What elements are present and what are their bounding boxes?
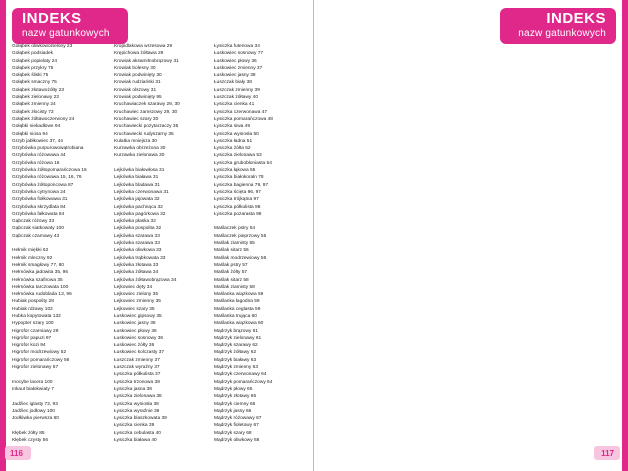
index-entry: Hełmówka jadowita 35, 96 (12, 270, 68, 276)
index-entry: Gołąbek złocisty 73 (12, 109, 54, 115)
index-column-1 (12, 43, 108, 443)
index-entry: Hełmik miękki 62 (12, 248, 49, 254)
index-entry: Maślak ziarnisty 58 (214, 284, 255, 290)
index-entry: Łuszczak wyraźny 37 (114, 365, 160, 371)
index-entry (114, 160, 210, 167)
index-entry: Maślak pstry 57 (214, 262, 248, 268)
index-entry: Jadźiec jodłowy 100 (12, 408, 55, 414)
index-entry: Łysiczka pozarasta 98 (214, 211, 262, 217)
index-entry: Lejkówka pachnąca 32 (114, 204, 163, 210)
index-entry: Łuskowiec płowy 36 (214, 58, 257, 64)
index-entry: Mądrzyk pomarańczowy 64 (214, 379, 273, 385)
index-entry: Łysiczka zielonawa 38 (114, 394, 162, 400)
index-entry: Mądrzyk czerwonawy 64 (214, 372, 267, 378)
index-entry: Krowiak podwinięty 30 (114, 73, 162, 79)
index-entry: Hełmik smagłowy 77, 80 (12, 262, 64, 268)
index-entry: Łysiczka łąkowa 55 (214, 168, 256, 174)
index-entry: Mądrzyk ciemny 66 (214, 401, 256, 407)
index-entry: Mądrzyk zmienny 63 (214, 365, 258, 371)
index-entry: Krowiak bolesny 30 (114, 65, 156, 71)
right-page-number: 117 (601, 449, 614, 458)
index-entry: Łysiczka siwa 49 (214, 124, 250, 130)
index-entry: Gołąbek zmienny 24 (12, 102, 56, 108)
index-entry: Łuskowiec gipsowy 35 (114, 313, 162, 319)
index-entry: Maślanka łagodna 59 (214, 299, 260, 305)
index-entry: Gąbczak czarnawy 43 (12, 233, 60, 239)
index-entry: Grzybówka fałkowata 84 (12, 211, 65, 217)
left-page-number: 116 (10, 449, 23, 458)
index-entry: Maślak żółty 57 (214, 270, 248, 276)
index-entry: Higrofor kozi 94 (12, 343, 46, 349)
index-entry: Łysiczka wyniosła 38 (114, 401, 159, 407)
index-column-2 (114, 43, 210, 443)
index-entry: Maślanka wiązkowa 59 (214, 292, 264, 298)
index-entry: Mądrzyk różowawy 67 (214, 416, 262, 422)
index-entry: Mądrzyk fioletowy 67 (214, 423, 259, 429)
index-entry: Higrofor pomarańczowy 56 (12, 357, 70, 363)
index-entry (12, 240, 108, 247)
index-entry: Maślanka trująca 60 (214, 313, 257, 319)
index-entry: Maślaczek pieprzowy 55 (214, 233, 267, 239)
index-entry: Kłębek czysty 56 (12, 438, 48, 443)
index-entry (12, 393, 108, 400)
index-entry: Krowiak podwinięty 95 (114, 95, 162, 101)
index-entry: Jodłówka pierwsza 60 (12, 416, 59, 422)
index-entry: Łuskowiec jasny 38 (214, 73, 256, 79)
index-entry: Lejkówka płaska 32 (114, 219, 156, 225)
index-entry: Łysiczka cienka 41 (214, 102, 255, 108)
index-entry: Hubiak pospolity 28 (12, 299, 54, 305)
index-entry: Hypopter szary 100 (12, 321, 54, 327)
index-entry: Łysiczka półkulista 37 (114, 372, 161, 378)
index-entry: Kłębek żółty 85 (12, 430, 45, 436)
index-entry: Krowiak rudziański 31 (114, 80, 161, 86)
left-header-title: INDEKS (22, 10, 82, 27)
index-entry: Lejkowiec zmienny 35 (114, 299, 161, 305)
left-header (12, 8, 128, 44)
index-entry: Łysiczka cebulasta 40 (114, 430, 161, 436)
left-page-stripe (0, 0, 6, 471)
index-entry: Lejkowiec szary 35 (114, 306, 155, 312)
index-entry (214, 218, 310, 225)
index-entry: Łysiczka jasna 38 (114, 386, 152, 392)
index-entry: Lejkówka pagórkowa 32 (114, 211, 166, 217)
index-entry: Łysiczka trzonowa 38 (114, 379, 160, 385)
index-entry: Łysiczka zielonawa 53 (214, 153, 262, 159)
index-entry: Lejkówka szarawa 33 (114, 233, 160, 239)
index-entry: Gołąbki niosa 94 (12, 131, 48, 137)
index-entry: Grzybówka żółtoponcowa 87 (12, 182, 74, 188)
index-entry: Łysiczka grubobłoniasta 54 (214, 160, 272, 166)
index-entry: Łysiczka czerwonawa 47 (214, 109, 268, 115)
index-entry: Łysiczka cienka 39 (114, 423, 155, 429)
index-entry: Maślanka ceglasta 59 (214, 306, 261, 312)
index-entry: Lejkówka szarawa 33 (114, 241, 160, 247)
index-entry: Higrofor czarniawy 29 (12, 328, 59, 334)
index-entry: Łysiczka pomarańczowa 48 (214, 116, 273, 122)
index-entry: Lejkówka czerwonawa 31 (114, 189, 169, 195)
index-entry: Krępichowa żółtawa 29 (114, 51, 164, 57)
index-entry: Grzybówka różowawa 15, 16, 76 (12, 175, 82, 181)
index-entry: Grzybówka purpurowowątrobiana (12, 146, 84, 152)
index-entry: Łysiczka wyraźnie 39 (114, 408, 160, 414)
index-entry: Lejkówka oliwkowa 33 (114, 248, 162, 254)
index-entry: Krowiak aksamitnobrązowy 31 (114, 58, 179, 64)
index-entry: Inkaut białokwiaty 7 (12, 386, 54, 392)
index-entry: Grzybówka fiołkowawa 31 (12, 197, 68, 203)
index-entry: Maślak sitarz 58 (214, 277, 249, 283)
index-entry: Maślak ziarnisty 55 (214, 241, 255, 247)
right-header-title: INDEKS (546, 10, 606, 27)
index-entry: Kruchawiecki pozytarzaczy 35 (114, 124, 179, 130)
index-entry: Łysiczka ładna 51 (214, 138, 253, 144)
index-entry: Łysiczka trójkątna 97 (214, 197, 259, 203)
index-entry: Mądrzyk szary 68 (214, 430, 252, 436)
index-entry: Gąbczak siatkowaty 100 (12, 226, 64, 232)
index-entry: Hełmówka szafirowa 35 (12, 277, 63, 283)
index-entry: Lejkówka żółtawobrązowa 34 (114, 277, 177, 283)
left-header-subtitle: nazw gatunkowych (22, 28, 110, 39)
index-entry: Mądrzyk jasny 66 (214, 408, 252, 414)
index-entry: Lejkówka białowłosa 31 (114, 168, 165, 174)
index-entry: Lejkówka bladawa 31 (114, 182, 160, 188)
index-entry: Łuskowiec jasny 36 (114, 321, 156, 327)
index-entry: Mądrzyk szarawy 62 (214, 343, 258, 349)
index-entry: Jadźiec iglasty 72, 93 (12, 401, 58, 407)
index-entry: Kropidlakowa wrzesowa 29 (114, 44, 173, 49)
index-entry: Lejkówka biaława 31 (114, 175, 159, 181)
index-entry: Łuszczak biały 38 (214, 80, 252, 86)
index-entry: Hełmik mleczny 92 (12, 255, 53, 261)
index-entry: Łysiczka białokoraln 78 (214, 175, 264, 181)
index-entry: Gołąbek przykry 75 (12, 65, 54, 71)
index-entry: Hubiak rdzawy 102 (12, 306, 53, 312)
index-entry: Łuskowiec żółty 36 (114, 343, 155, 349)
index-entry: Łysiczka biaława 40 (114, 438, 157, 443)
index-entry: Łuskowiec zmienny 37 (214, 65, 263, 71)
index-entry: Gołąbek podsiadek (12, 51, 54, 57)
index-entry: Higrofor modrzewiowy 52 (12, 350, 67, 356)
index-entry: Mądrzyk płowy 65 (214, 386, 253, 392)
right-page (314, 0, 628, 471)
index-entry: Lejkowiec zielony 35 (114, 292, 158, 298)
index-entry: Łuskowiec płowy 36 (114, 328, 157, 334)
index-entry: Łysiczka żółta 52 (214, 146, 251, 152)
index-entry: Grzybówka skrzydlata 84 (12, 204, 66, 210)
index-entry: Kruchawiec zamszowy 29, 30 (114, 109, 178, 115)
index-entry: Mądrzyk oliwkowy 68 (214, 438, 260, 443)
index-entry: Mądrzyk zielonawy 61 (214, 335, 262, 341)
index-entry: Gołąbek smaczny 75 (12, 80, 57, 86)
index-column-3 (214, 43, 310, 443)
index-entry: Łysiczka blaszkowata 39 (114, 416, 167, 422)
index-entry: Lejkówka trąbkowata 33 (114, 255, 166, 261)
index-entry: Gołąbek zielonawy 23 (12, 95, 59, 101)
index-entry: Łuszczak zmienny 37 (114, 357, 160, 363)
index-entry: Gołąbek żółtawoczerwony 24 (12, 116, 75, 122)
index-entry: Grzybówka cytrynowa 24 (12, 189, 66, 195)
index-entry: Kurzawka zielonawa 30 (114, 153, 165, 159)
index-entry: Kulatka mniejsza 30 (114, 138, 157, 144)
index-entry: Gołąbek oliwkowozielony 23 (12, 44, 73, 49)
index-entry: Hełmówka tarczowata 100 (12, 284, 69, 290)
index-entry: Lejkówka żółtawa 34 (114, 270, 159, 276)
index-entry: Inocybe lacera 100 (12, 379, 53, 385)
index-entry: Gołąbek złotawożółty 23 (12, 87, 64, 93)
index-entry: Grzyb jabłkowiec 37, 44 (12, 138, 63, 144)
index-entry: Hełmówka rudoblada 13, 96 (12, 292, 72, 298)
right-header-subtitle: nazw gatunkowych (518, 28, 606, 39)
index-entry: Łuskowiec sosnowy 77 (214, 51, 264, 57)
index-entry: Mądrzyk białawy 63 (214, 357, 257, 363)
index-entry: Krowiak olszowy 31 (114, 87, 157, 93)
index-entry: Łysiczka półkulista 98 (214, 204, 261, 210)
index-entry: Kurzawka obrzeżona 30 (114, 146, 166, 152)
index-entry: Kruchawiecki rudyszarny 35 (114, 131, 174, 137)
index-entry: Łuszczak żółtawy 40 (214, 95, 258, 101)
index-entry: Kruchawiaczek szarawy 29, 30 (114, 102, 180, 108)
index-entry: Higrofor zielonawy 57 (12, 365, 59, 371)
index-entry: Lejkówka jajowata 32 (114, 197, 160, 203)
index-entry: Gąbczak różowy 33 (12, 219, 55, 225)
index-entry: Lejkówka pospolita 32 (114, 226, 162, 232)
index-entry: Łysiczka ścięta 96, 97 (214, 189, 261, 195)
index-entry: Grzybówka żółtopomarańczowa 16 (12, 168, 87, 174)
index-entry: Gołąbek popielaty 24 (12, 58, 58, 64)
index-entry: Łuskowiec kolczasty 37 (114, 350, 165, 356)
index-entry: Kruchawiec szary 30 (114, 116, 159, 122)
index-entry: Gołąbek śliski 75 (12, 73, 49, 79)
right-header (500, 8, 616, 44)
index-entry: Maślak sitarz 56 (214, 248, 249, 254)
index-entry: Łysiczka bagienna 79, 97 (214, 182, 269, 188)
index-entry (12, 422, 108, 429)
index-entry: Maślak modrzewiowy 56 (214, 255, 267, 261)
index-entry: Lejkówka złotawa 33 (114, 262, 159, 268)
index-entry: Grzybówka różowawa 44 (12, 153, 66, 159)
right-page-stripe (622, 0, 628, 471)
index-entry: Łysiczka futeriowa 34 (214, 44, 260, 49)
index-entry: Łysiczka wyniosła 50 (214, 131, 259, 137)
index-entry: Łuszczak zmienny 39 (214, 87, 260, 93)
index-entry: Mądrzyk złotawy 65 (214, 394, 257, 400)
index-entry: Gołąbki niekadłowe 94 (12, 124, 61, 130)
index-entry: Mądrzyk brązowy 61 (214, 328, 258, 334)
index-entry: Mądrzyk żółtawy 62 (214, 350, 257, 356)
index-entry: Maślaczek pstry 54 (214, 226, 256, 232)
index-entry: Łuskowiec sosnowy 36 (114, 335, 164, 341)
index-entry: Hubka kopytowata 132 (12, 313, 61, 319)
index-entry: Higrofor papuzi 97 (12, 335, 52, 341)
index-entry (12, 371, 108, 378)
index-entry: Maślanka wiązkowa 60 (214, 321, 264, 327)
index-entry: Grzybówka różowa 16 (12, 160, 60, 166)
index-entry: Lejkowiec dęty 34 (114, 284, 153, 290)
